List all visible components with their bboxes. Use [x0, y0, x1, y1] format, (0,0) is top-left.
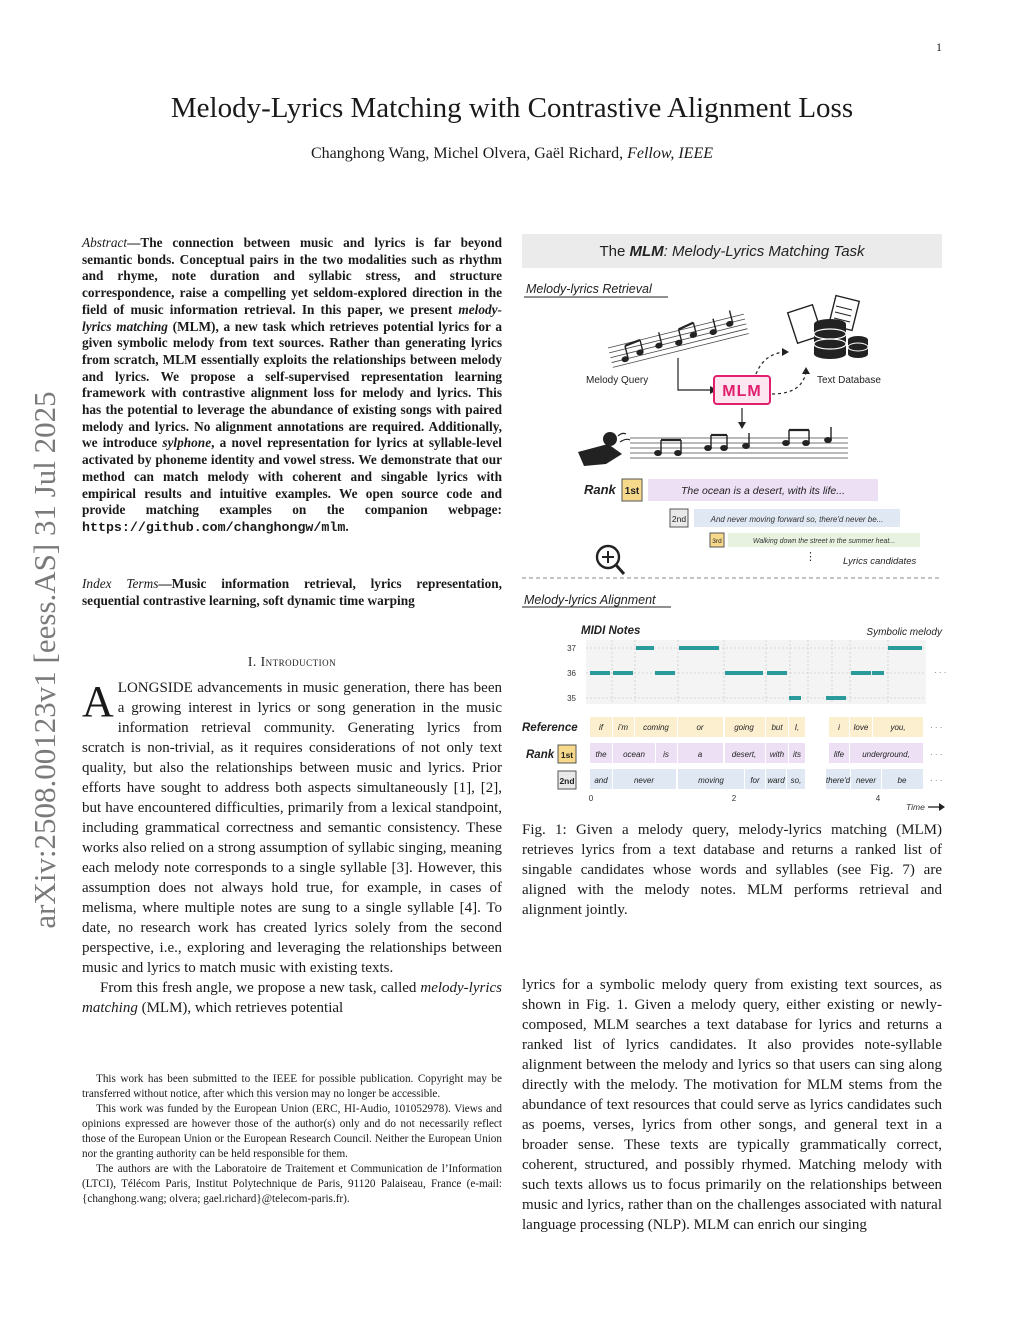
midi-note [826, 696, 846, 700]
ref-word: if [599, 723, 603, 732]
rank1-word: ocean [623, 750, 645, 759]
midi-note [679, 646, 719, 650]
ellipsis-rank2: · · · [930, 776, 943, 785]
midi-label: MIDI Notes [581, 625, 641, 637]
x-tick-4: 4 [875, 794, 881, 803]
footnote-2: This work was funded by the European Union (ERC, HI-Audio, 101052978). Views and opinions expressed are however those of the author(s) only and do not necessarily reflect those of the European Union or the European Research Council. Neither the European Union nor the granting authority can be held responsible for them. [82, 1103, 502, 1160]
lyrics-staff [630, 427, 848, 458]
rank-label: Rank [584, 482, 616, 497]
rank-label-2: Rank [526, 749, 555, 761]
arrowhead-icon [738, 422, 746, 429]
author-line [0, 145, 1024, 163]
ref-word: going [734, 723, 754, 732]
rank2-word: and [594, 776, 608, 785]
section-title: Introduction [260, 654, 337, 669]
figure-1 [518, 228, 948, 818]
footnote-3: The authors are with the Laboratoire de Traitement et Communication de l’Information (LTCI), Télécom Paris, Institut Polytechnique de Paris, 91120 Palaiseau, France (e-mail: {changhong.wang; olvera; gael.richard}@telecom-paris.fr). [82, 1163, 502, 1205]
magnifier-icon [597, 546, 624, 574]
rank2-word: there'd [825, 776, 851, 785]
ref-word: I, [794, 723, 800, 732]
section-number: I. [247, 654, 257, 669]
rank1-word: its [793, 750, 801, 759]
y-tick-37: 37 [567, 644, 576, 653]
ref-word: i'm [618, 723, 628, 732]
abstract-em-1: melody-lyrics matching [82, 301, 502, 334]
text-database-label: Text Database [817, 375, 881, 386]
rank1-word: underground, [862, 750, 910, 759]
footnote-1: This work has been submitted to the IEEE for possible publication. Copyright may be transferred without notice, after which this version may no longer be accessible. [82, 1073, 502, 1100]
figure-title: The MLM: Melody-Lyrics Matching Task [599, 243, 865, 260]
arrowhead-icon [782, 348, 789, 356]
ellipsis-rank1: · · · [930, 750, 943, 759]
rank2-text: 2nd [671, 514, 687, 524]
intro-paragraph-1 [82, 678, 502, 978]
retrieval-label: Melody-lyrics Retrieval [526, 282, 652, 296]
y-tick-36: 36 [567, 669, 576, 678]
rank2-word: ward [767, 776, 785, 785]
figure-caption: Fig. 1: Given a melody query, melody-lyrics matching (MLM) retrieves lyrics from a text database and returns a ranked list of singable candidates whose words and syllables (see Fig. 7) are aligned with the melody notes. MLM performs retrieval and alignment jointly. [522, 822, 942, 918]
intro-p2-em: melody-lyrics matching [82, 980, 502, 1016]
intro-p1-text: LONGSIDE advancements in music generation, there has been a growing interest in lyrics or song generation in the music information retrieval community. Generating lyrics from scratch is non-trivial, as it requires considerations of not only text quality, but also the relationships between music and lyrics. Prior efforts have sought to address both aspects simultaneously [1], [2], but have encountered difficulties, primarily from a lexical standpoint, including grammatical correctness and semantic consistency. These works also relied on a strong assumption of syllabic singing, meaning each melody note corresponds to a single syllable [3]. However, this assumption does not always hold true, for example, in cases of melisma, where multiple notes are sung to a single syllable [4]. To date, no research work has created lyrics solely from the second perspective, i.e., exploring and leveraging the relationships between music and lyrics to match music with existing texts. [82, 680, 502, 976]
ellipsis-ref: · · · [930, 723, 943, 732]
intro-p2b: (MLM), which retrieves potential [137, 1000, 344, 1016]
intro-paragraph-2 [82, 978, 502, 1018]
midi-note [767, 671, 787, 675]
rank2-word: never [633, 776, 655, 785]
midi-note [613, 671, 633, 675]
rank1-text: 1st [624, 486, 640, 497]
arxiv-stamp: arXiv:2508.00123v1 [eess.AS] 31 Jul 2025 [27, 391, 62, 929]
abstract-em-2: sylphone [162, 435, 212, 451]
arrowhead-icon [802, 367, 810, 374]
rank2-word: never [855, 776, 877, 785]
midi-note [725, 671, 763, 675]
author-suffix: Fellow, IEEE [627, 145, 713, 162]
rank1-word: with [769, 750, 785, 759]
paper-title: Melody-Lyrics Matching with Contrastive Alignment Loss [170, 92, 854, 124]
figure-1-svg [518, 228, 948, 818]
ref-word: i [838, 723, 840, 732]
midi-note [655, 671, 675, 675]
index-terms-text: —Music information retrieval, lyrics representation, sequential contrastive learning, soft dynamic time warping [82, 576, 502, 608]
rank2-word: moving [698, 776, 724, 785]
abstract-end: . [345, 518, 349, 534]
ref-word: you, [890, 723, 906, 732]
right-column-body: lyrics for a symbolic melody query from existing text sources, as shown in Fig. 1. Given a melody query, either existing or newly-composed, MLM searches a text database for lyrics and returns a ranked list of lyrics candidates. It also provides note-syllable alignment between the melody and lyrics so that users can sing along directly with the melody. The motivation for MLM stems from the abundance of text resources that could serve as lyrics candidates such as poems, verses, lyrics from other songs, and general text in a broader sense. These texts are typically grammatically correct, coherent, structured, and possibly rhymed. Matching melody with such texts allows us to focus primarily on the relationships between music and lyrics, rather than on the challenges associated with natural language processing (NLP). MLM can enrich our singing [522, 977, 942, 1233]
rank1-word: the [595, 750, 607, 759]
query-to-mlm-arrow [678, 358, 710, 390]
rank1-row [590, 743, 923, 763]
rank3-text: 3rd [712, 538, 722, 545]
footnotes [82, 1072, 502, 1207]
midi-note [872, 671, 884, 675]
candidate-3-text: Walking down the street in the summer heat... [752, 538, 896, 545]
page-number: 1 [936, 40, 942, 54]
ref-word: but [771, 723, 783, 732]
rank1-word: is [663, 750, 669, 759]
midi-note [789, 696, 801, 700]
companion-url-link[interactable]: https://github.com/changhongw/mlm [82, 519, 346, 535]
x-tick-2: 2 [731, 794, 737, 803]
introduction-body [82, 678, 502, 1018]
arrowhead-icon [939, 803, 945, 811]
rank2-word: be [897, 776, 907, 785]
time-label: Time [906, 802, 925, 812]
mlm-box-label: MLM [722, 383, 762, 400]
db-to-mlm-dashed-arrow [772, 372, 806, 394]
alignment-label: Melody-lyrics Alignment [524, 593, 656, 607]
index-terms [82, 576, 502, 609]
alignment-rank2-text: 2nd [559, 776, 575, 786]
ref-word: coming [643, 723, 669, 732]
abstract [82, 235, 502, 537]
candidate-1-text: The ocean is a desert, with its life... [681, 485, 845, 497]
mlm-to-db-dashed-arrow [756, 352, 784, 374]
rank1-word: a [697, 750, 703, 759]
rank2-row [590, 769, 923, 789]
intro-p2a: From this fresh angle, we propose a new task, called [100, 980, 421, 996]
reference-row [590, 717, 923, 737]
dropcap: A [82, 677, 114, 726]
alignment-rank1-text: 1st [560, 750, 574, 760]
author-names: Changhong Wang, Michel Olvera, Gaël Richard, [310, 145, 624, 162]
symbolic-label: Symbolic melody [866, 627, 942, 638]
abstract-text-1: —The connection between music and lyrics is far beyond semantic bonds. Conceptual pairs in the two modalities such as rhythm and rhyme, note duration and syllabic stress, and structure correspondence, raise a compelling yet seldom-explored direction in the field of music information retrieval. In this paper, we present [82, 235, 502, 317]
section-heading [82, 654, 502, 670]
singer-icon [578, 432, 630, 466]
ellipsis-midi: · · · [934, 668, 947, 677]
rank1-word: desert, [731, 750, 757, 759]
vdots: ⋮ [805, 551, 816, 563]
melody-query-label: Melody Query [586, 375, 649, 386]
index-terms-label: Index Terms [82, 576, 159, 591]
abstract-text-2: (MLM), a new task which retrieves potential lyrics for a given symbolic melody from text sources. Rather than generating lyrics from scratch, MLM essentially exploits the relationships between melody and lyrics. We propose a self-supervised representation learning framework with contrastive alignment loss for melody and lyrics. This has the potential to leverage the abundance of existing songs with paired melody and lyrics. No alignment annotations are required. Additionally, we introduce [82, 318, 502, 451]
reference-label: Reference [522, 722, 578, 734]
candidates-label: Lyrics candidates [843, 556, 917, 567]
midi-note [636, 646, 654, 650]
x-tick-0: 0 [588, 794, 594, 803]
y-tick-35: 35 [567, 694, 576, 703]
rank2-word: for [750, 776, 760, 785]
ref-word: or [696, 723, 704, 732]
ref-word: love [853, 723, 869, 732]
text-database-icon [788, 296, 868, 359]
candidate-2-text: And never moving forward so, there'd never be... [710, 515, 884, 524]
rank1-word: life [833, 750, 845, 759]
abstract-label: Abstract [82, 235, 128, 250]
abstract-text-3: , a novel representation for lyrics at syllable-level activated by phoneme identity and vowel stress. We demonstrate that our method can match melody with coherent and singable lyrics with empirical results and intuitive examples. We open source code and provide matching examples on the companion webpage: [82, 435, 502, 518]
y-tick-labels [567, 644, 576, 703]
midi-note [851, 671, 871, 675]
midi-note [590, 671, 610, 675]
midi-note [888, 646, 922, 650]
rank2-word: so, [790, 776, 802, 785]
